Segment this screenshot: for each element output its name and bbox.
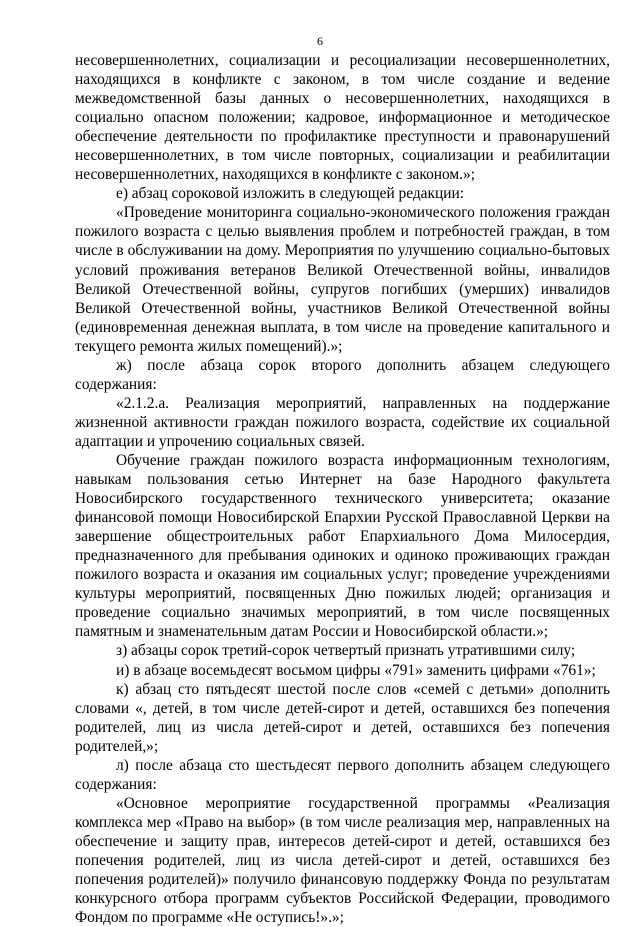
paragraph-monitoring: «Проведение мониторинга социально-экономического положения граждан пожилого возраста с целью выявления проблем и потребностей граждан, в том числе в обслуживании на дому. Мероприятия по улучшению социально-бытовых условий проживания ветеранов Великой Отечественной войны, инвалидов Великой Отечественной войны, супругов погибших (умерших) инвалидов Великой Отечественной войны, участников Великой Отечественной войны (единовременная денежная выплата, в том числе на проведение капитального и текущего ремонта жилых помещений).»; xyxy=(75,204,610,355)
paragraph-main-measure: «Основное мероприятие государственной программы «Реализация комплекса мер «Право на выбор» (в том числе реализация мер, направленных на обеспечение и защиту прав, интересов детей-сирот и детей, оставшихся без попечения родителей, лиц из числа детей-сирот и детей, оставшихся без попечения родителей)» получило финансовую поддержку Фонда по результатам конкурсного отбора программ субъектов Российской Федерации, проводимого Фондом по программе «Не оступись!».»; xyxy=(75,794,610,927)
paragraph-item-zh: ж) после абзаца сорок второго дополнить абзацем следующего содержания: xyxy=(75,356,610,393)
paragraph-item-e: е) абзац сороковой изложить в следующей редакции: xyxy=(116,185,464,203)
document-body xyxy=(75,51,610,927)
page-number: 6 xyxy=(317,34,323,48)
paragraph-item-l: л) после абзаца сто шестьдесят первого дополнить абзацем следующего содержания: xyxy=(75,756,610,793)
paragraph-continuation: несовершеннолетних, социализации и ресоциализации несовершеннолетних, находящихся в конфликте с законом, в том числе создание и ведение межведомственной базы данных о несовершеннолетних, находящихся в социально опасном положении; кадровое, информационное и методическое обеспечение деятельности по профилактике преступности и правонарушений несовершеннолетних, в том числе повторных, социализации и реабилитации несовершеннолетних, находящихся в конфликте с законом.»; xyxy=(75,52,610,184)
paragraph-item-k: к) абзац сто пятьдесят шестой после слов «семей с детьми» дополнить словами «, детей, в том числе детей-сирот и детей, оставшихся без попечения родителей, лиц из числа детей-сирот и детей, оставшихся без попечения родителей,»; xyxy=(75,680,610,755)
paragraph-training: Обучение граждан пожилого возраста информационным технологиям, навыкам пользования сетью Интернет на базе Народного факультета Новосибирского государственного технического университета; оказание финансовой помощи Новосибирской Епархии Русской Православной Церкви на завершение общестроительных работ Епархиального Дома Милосердия, предназначенного для пребывания одиноких и одиноко проживающих граждан пожилого возраста и оказания им социальных услуг; проведение учреждениями культуры мероприятий, посвященных Дню пожилых людей; организация и проведение социально значимых мероприятий, в том числе посвященных памятным и знаменательным датам России и Новосибирской области.»; xyxy=(75,451,610,641)
paragraph-item-z: з) абзацы сорок третий-сорок четвертый признать утратившими силу; xyxy=(116,642,576,660)
paragraph-item-i: и) в абзаце восемьдесят восьмом цифры «791» заменить цифрами «761»; xyxy=(116,661,596,679)
paragraph-section-2-1-2-a: «2.1.2.а. Реализация мероприятий, направленных на поддержание жизненной активности граждан пожилого возраста, содействие их социальной адаптации и упрочению социальных связей. xyxy=(75,394,610,450)
